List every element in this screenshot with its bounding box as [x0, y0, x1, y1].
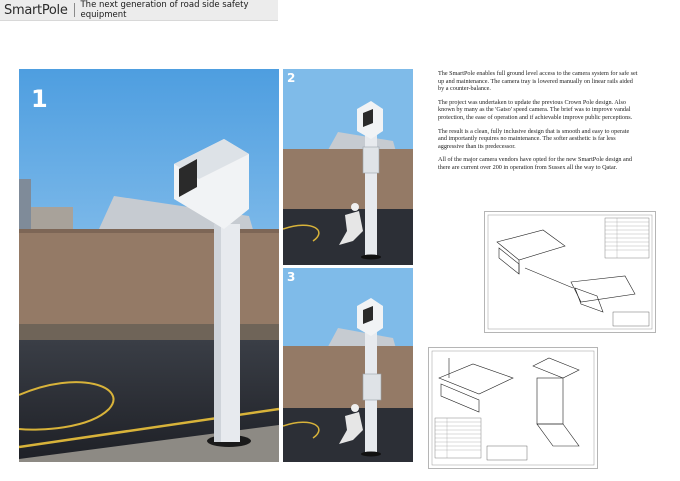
brand-title: SmartPole: [4, 2, 68, 18]
render-scene-3: [283, 268, 413, 462]
description-paragraph-2: The project was undertaken to update the previous Crown Pole design. Also known by many as the 'Gatso' speed camera. The brief was to improve vandal protection, the ease of operation and if achievable improve public perceptions.: [438, 98, 633, 121]
header-divider: [74, 3, 75, 17]
render-scene-1: [19, 69, 279, 462]
panel-number-1: 1: [31, 85, 48, 113]
technical-drawing-2: [428, 347, 598, 469]
page-header: [0, 0, 278, 21]
description-text: [438, 70, 638, 178]
panel-number-2: 2: [287, 71, 296, 85]
render-panel-2: [283, 69, 413, 265]
description-paragraph-4: All of the major camera vendors have opted for the new SmartPole design and there are current over 200 in operation from Sussex all the way to Qatar.: [438, 156, 632, 171]
drawing-lines-1: [485, 212, 655, 332]
panel-number-3: 3: [287, 270, 296, 284]
render-panel-1: [19, 69, 279, 462]
description-paragraph-1: The SmartPole enables full ground level access to the camera system for safe set up and maintenance. The camera tray is lowered manually on linear rails aided by a counter-balance.: [438, 70, 638, 93]
render-scene-2: [283, 69, 413, 265]
drawing-lines-2: [429, 348, 597, 468]
description-paragraph-3: The result is a clean, fully inclusive design that is smooth and easy to operate and importantly requires no maintenance. The softer aesthetic is far less aggressive than its predecessor.: [438, 127, 630, 150]
render-panel-3: [283, 268, 413, 462]
technical-drawing-1: [484, 211, 656, 333]
header-tagline: The next generation of road side safety equipment: [80, 0, 249, 20]
